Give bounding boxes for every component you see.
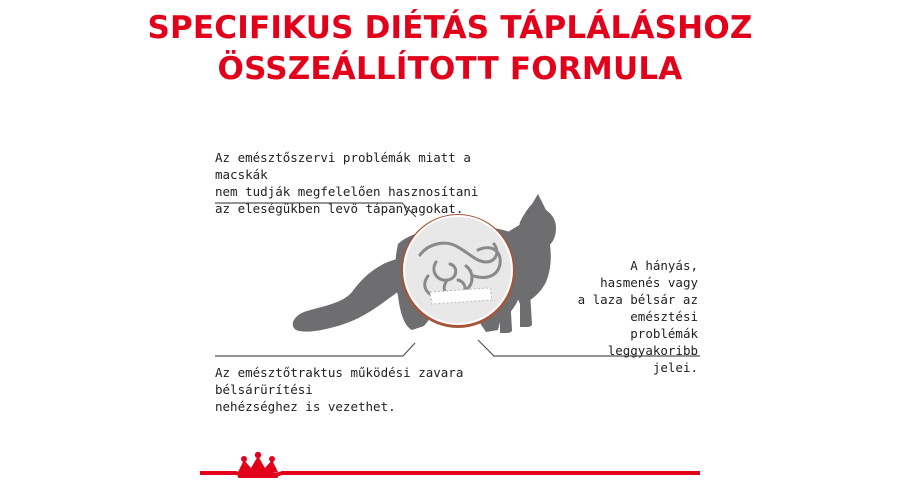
- callout-line: bélsárürítési: [215, 382, 313, 397]
- callout-line: Az emésztőszervi problémák miatt a macskák: [215, 150, 471, 182]
- digestive-inset: [401, 214, 515, 328]
- callout-line: a laza bélsár az: [577, 292, 698, 307]
- callout-line: hasmenés vagy: [600, 275, 698, 290]
- royal-canin-crown-logo: [238, 452, 278, 478]
- leader-line-bottom-left: [215, 343, 415, 356]
- callout-line: nehézséghez is vezethet.: [215, 399, 396, 414]
- brand-footer: [0, 450, 900, 500]
- callout-line: Az emésztőtraktus működési zavara: [215, 365, 464, 380]
- callout-line: nem tudják megfelelően hasznosítani: [215, 184, 479, 199]
- leader-line-right: [478, 340, 700, 356]
- callout-line: A hányás,: [630, 258, 698, 273]
- callout-line: az eleségükben levő tápanyagokat.: [215, 201, 464, 216]
- callout-line: problémák: [630, 326, 698, 341]
- callout-line: leggyakoribb jelei.: [607, 343, 698, 375]
- title-line-2: ÖSSZEÁLLÍTOTT FORMULA: [217, 51, 683, 87]
- title-line-1: SPECIFIKUS DIÉTÁS TÁPLÁLÁSHOZ: [147, 10, 753, 46]
- callout-line: emésztési: [630, 309, 698, 324]
- leader-line-top-left: [215, 203, 416, 217]
